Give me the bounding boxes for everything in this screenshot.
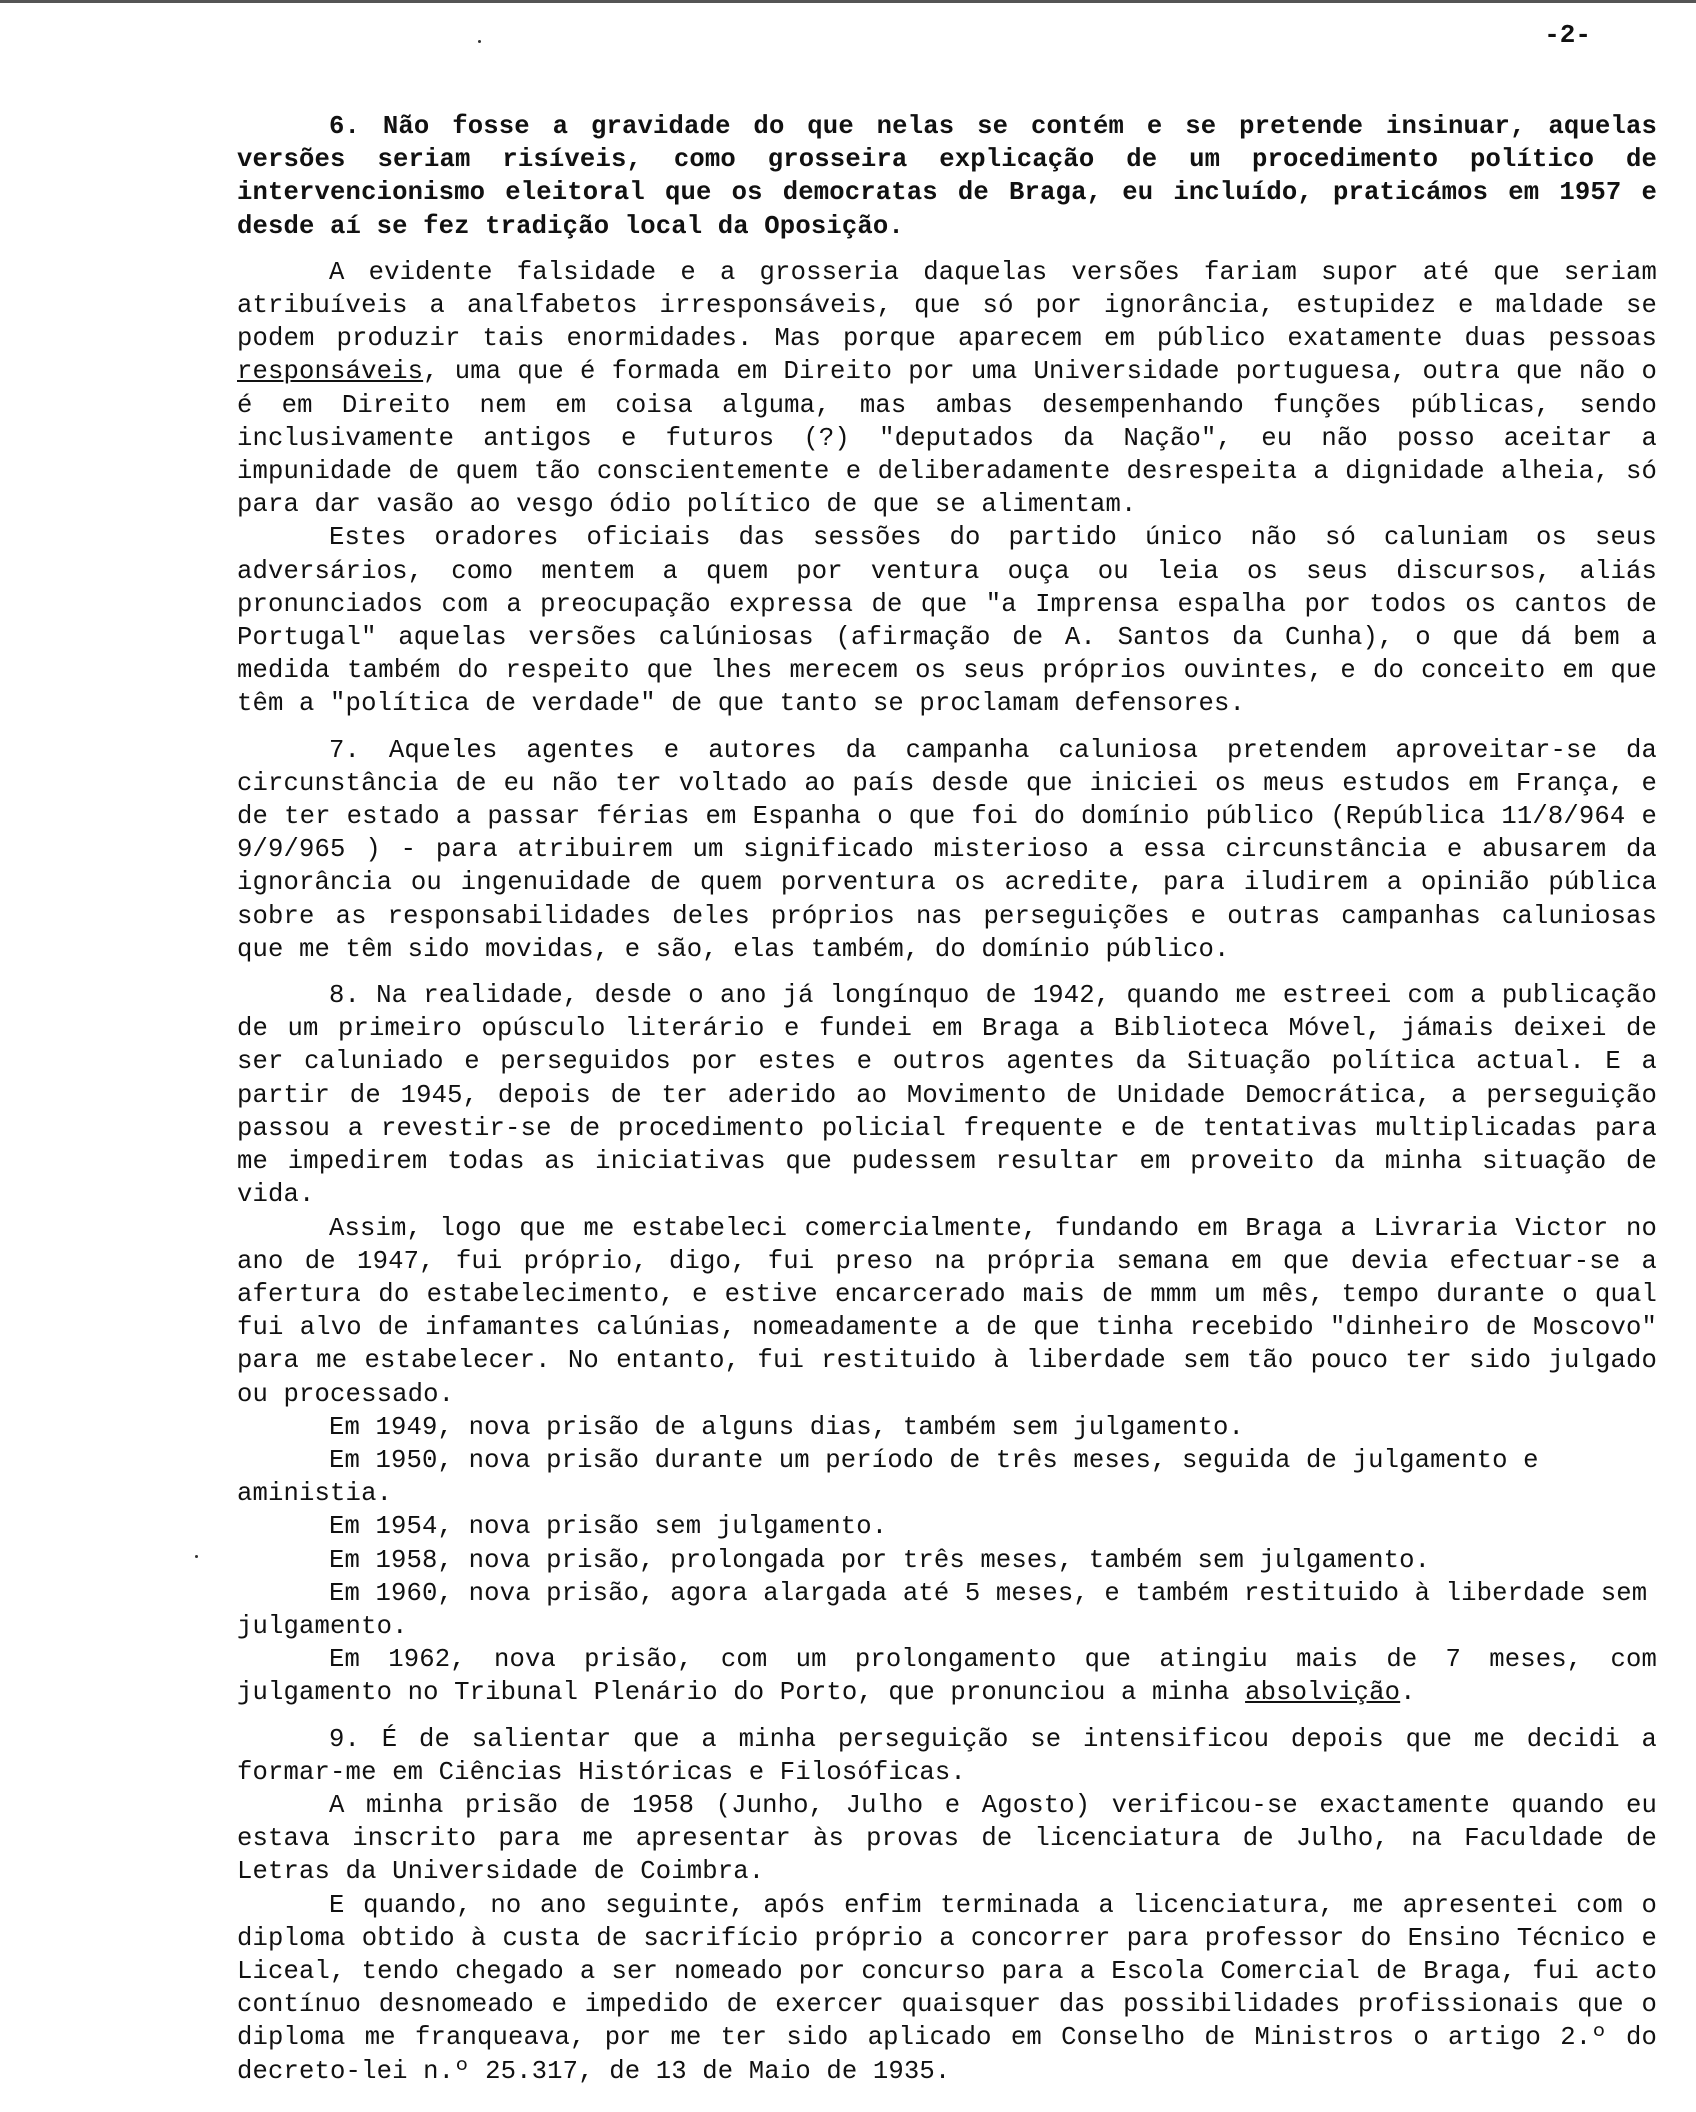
paragraph-8-assim: Assim, logo que me estabeleci comercialmente, fundando em Braga a Livraria Victor no ano de 1947, fui próprio, digo, fui preso na própria semana em que devia efectuar-se a afertura do estabelecimento, e estive encarcerado mais de mmm um mês, tempo durante o qual fui alvo de infamantes calúnias, nomeadamente a de que tinha recebido "dinheiro de Moscovo" para me estabelecer. No entanto, fui restituido à liberdade sem tão pouco ter sido julgado ou processado. [237, 1213, 1657, 1409]
paragraph-6-evidente [237, 256, 1657, 522]
ink-speck [478, 40, 481, 43]
paragraph-9-prisao-1958: A minha prisão de 1958 (Junho, Julho e Agosto) verificou-se exactamente quando eu estava inscrito para me apresentar às provas de licenciatura de Julho, na Faculdade de Letras da Universidade de Coimbra. [237, 1790, 1657, 1887]
paragraph-6-oradores: Estes oradores oficiais das sessões do partido único não só caluniam os seus adversários, como mentem a quem por ventura ouça ou leia os seus discursos, aliás pronunciados com a preocupação expressa de que "a Imprensa espalha por todos os cantos de Portugal" aquelas versões calúniosas (afirmação de A. Santos da Cunha), o que dá bem a medida também do respeito que lhes merecem os seus próprios ouvintes, e do conceito em que têm a "política de verdade" de que tanto se proclamam defensores. [237, 523, 1657, 719]
prison-1962 [237, 1643, 1657, 1709]
page-number: -2- [1544, 20, 1591, 50]
paragraph-6: 6. Não fosse a gravidade do que nelas se contém e se pretende insinuar, aquelas versões seriam risíveis, como grosseira explicação de um procedimento político de intervencionismo eleitoral que os democratas de Braga, eu incluído, praticámos em 1957 e desde aí se fez tradição local da Oposição. [237, 112, 1657, 241]
text-run: . [1400, 1678, 1416, 1708]
text-run: A evidente falsidade e a grosseria daquelas versões fariam supor até que seriam atribuíveis a analfabetos irresponsáveis, que só por ignorância, estupidez e maldade se podem produzir tais enormidades. Mas porque aparecem em público exatamente duas pessoas [237, 257, 1657, 354]
prison-1958: Em 1958, nova prisão, prolongada por três meses, também sem julgamento. [329, 1545, 1431, 1575]
paragraph-9: 9. É de salientar que a minha perseguição se intensificou depois que me decidi a formar-me em Ciências Históricas e Filosóficas. [237, 1724, 1657, 1787]
prison-1949: Em 1949, nova prisão de alguns dias, também sem julgamento. [329, 1412, 1245, 1442]
text-run: , uma que é formada em Direito por uma Universidade portuguesa, outra que não o é em Direito nem em coisa alguma, mas ambas desempenhando funções públicas, sendo inclusivamente antigos e futuros (?) "deputados da Nação", eu não posso aceitar a impunidade de quem tão conscientemente e deliberadamente desrespeita a dignidade alheia, só para dar vasão ao vesgo ódio político de que se alimentam. [237, 357, 1657, 520]
underlined-word: absolvição [1245, 1678, 1401, 1708]
paragraph-7: 7. Aqueles agentes e autores da campanha caluniosa pretendem aproveitar-se da circunstância de eu não ter voltado ao país desde que iniciei os meus estudos em França, e de ter estado a passar férias em Espanha o que foi do domínio público (República 11/8/964 e 9/9/965 ) - para atribuirem um significado misterioso a essa circunstância e abusarem da ignorância ou ingenuidade de quem porventura os acredite, para iludirem a opinião pública sobre as responsabilidades deles próprios nas perseguições e outras campanhas caluniosas que me têm sido movidas, e são, elas também, do domínio público. [237, 735, 1657, 964]
prison-1950: Em 1950, nova prisão durante um período de três meses, seguida de julgamento e aministia. [237, 1445, 1539, 1509]
prison-1954: Em 1954, nova prisão sem julgamento. [329, 1512, 888, 1542]
underlined-word: responsáveis [237, 357, 424, 387]
body-text [237, 110, 1657, 2101]
top-edge-rule [0, 0, 1696, 11]
text-run: Em 1962, nova prisão, com um prolongamento que atingiu mais de 7 meses, com julgamento no Tribunal Plenário do Porto, que pronunciou a minha [237, 1645, 1657, 1708]
paragraph-9-diploma: E quando, no ano seguinte, após enfim terminada a licenciatura, me apresentei com o diploma obtido à custa de sacrifício próprio a concorrer para professor do Ensino Técnico e Liceal, tendo chegado a ser nomeado por concurso para a Escola Comercial de Braga, fui acto contínuo desnomeado e impedido de exercer quaisquer das possibilidades profissionais que o diploma me franqueava, por me ter sido aplicado em Conselho de Ministros o artigo 2.º do decreto-lei n.º 25.317, de 13 de Maio de 1935. [237, 1890, 1657, 2086]
ink-speck [195, 1555, 198, 1558]
paragraph-8: 8. Na realidade, desde o ano já longínquo de 1942, quando me estreei com a publicação de um primeiro opúsculo literário e fundei em Braga a Biblioteca Móvel, jámais deixei de ser caluniado e perseguidos por estes e outros agentes da Situação política actual. E a partir de 1945, depois de ter aderido ao Movimento de Unidade Democrática, a perseguição passou a revestir-se de procedimento policial frequente e de tentativas multiplicadas para me impedirem todas as iniciativas que pudessem resultar em proveito da minha situação de vida. [237, 981, 1657, 1210]
prison-1960: Em 1960, nova prisão, agora alargada até 5 meses, e também restituido à liberdade sem julgamento. [237, 1578, 1648, 1641]
